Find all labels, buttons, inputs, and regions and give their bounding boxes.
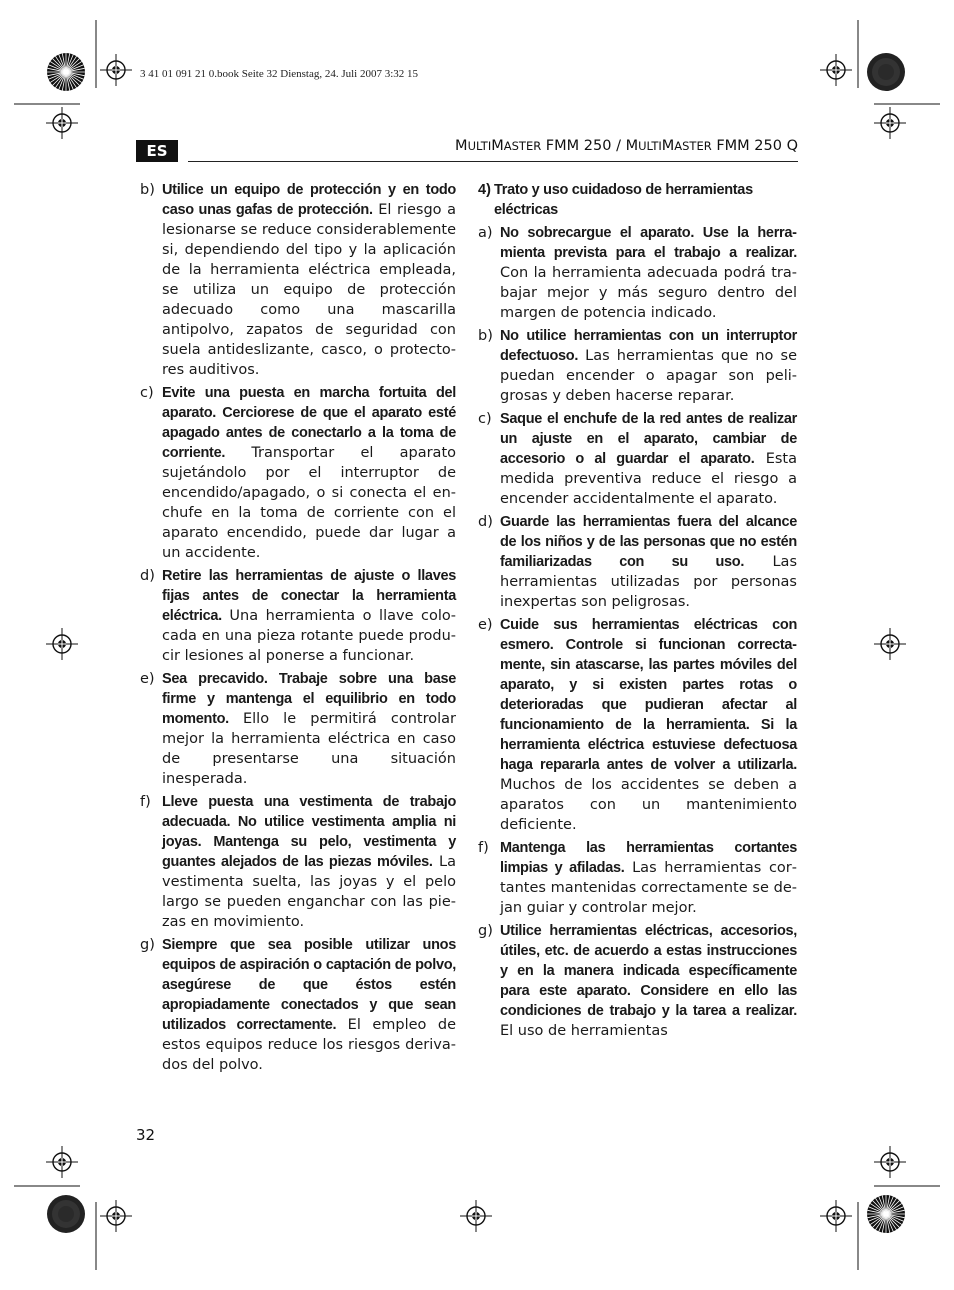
item-label: f) bbox=[478, 840, 489, 856]
list-item bbox=[478, 512, 797, 612]
list-item bbox=[478, 409, 797, 509]
item-bold-text: Mantenga las herramientas cortantes limpias y afiladas. bbox=[500, 840, 797, 876]
header-rule bbox=[188, 161, 798, 162]
item-text: El uso de herramientas bbox=[500, 1023, 668, 1039]
item-label: b) bbox=[140, 182, 155, 198]
item-label: e) bbox=[140, 671, 155, 687]
list-item bbox=[140, 669, 456, 789]
item-bold-text: Sea precavido. Trabaje sobre una base firme y mantenga el equilibrio en todo momento. bbox=[162, 671, 456, 727]
item-bold-text: Siempre que sea posible utilizar unos equipos de aspiración o captación de polvo, asegúrese de que éstos estén apropiadamente conectados y que sean utilizados correctamente. bbox=[162, 937, 456, 1033]
list-item bbox=[140, 935, 456, 1075]
item-label: g) bbox=[140, 937, 155, 953]
item-text: Ello le permitirá controlar mejor la herramienta eléctrica en caso de presentarse una situación inesperada. bbox=[162, 711, 456, 787]
item-bold-text: Utilice un equipo de protección y en todo caso unas gafas de protección. bbox=[162, 182, 456, 218]
section-title: Trato y uso cuidadoso de herramientas eléctricas bbox=[494, 182, 753, 218]
item-bold-text: Guarde las herramientas fuera del alcance de los niños y de las personas que no estén familiarizadas con su uso. bbox=[500, 514, 797, 570]
right-column bbox=[478, 180, 797, 1044]
item-bold-text: Cuide sus herramientas eléctricas con esmero. Controle si funcionan correctamente, sin atascarse, las partes móviles del aparato, y si existen partes rotas o deterioradas que pudieran afectar al funcionamiento de la herramienta. Si la herramienta eléctrica estuviese defectuosa haga repararla antes de volver a utilizarla. bbox=[500, 617, 797, 773]
item-label: d) bbox=[478, 514, 493, 530]
list-item bbox=[478, 223, 797, 323]
item-text: Con la herramienta adecuada podrá trabajar mejor y más seguro dentro del margen de potencia indicado. bbox=[500, 265, 797, 321]
item-text: Las herramientas que no se puedan encender o apagar son peligrosas y deben hacerse reparar. bbox=[500, 348, 797, 404]
section-heading bbox=[478, 180, 797, 220]
list-item bbox=[140, 566, 456, 666]
list-item bbox=[478, 615, 797, 835]
item-text: Transportar el aparato sujetándolo por el interruptor de encendido/apagado, o si conecta el enchufe en la toma de corriente con el aparato encendido, puede dar lugar a un accidente. bbox=[162, 445, 456, 561]
item-bold-text: No sobrecargue el aparato. Use la herramienta prevista para el trabajo a realizar. bbox=[500, 225, 797, 261]
item-bold-text: Evite una puesta en marcha fortuita del aparato. Cerciorese de que el aparato esté apagado antes de conectarlo a la toma de corriente. bbox=[162, 385, 456, 461]
item-text: El empleo de estos equipos reduce los riesgos derivados del polvo. bbox=[162, 1017, 456, 1073]
item-label: c) bbox=[140, 385, 154, 401]
item-label: c) bbox=[478, 411, 492, 427]
item-bold-text: Utilice herramientas eléctricas, accesorios, útiles, etc. de acuerdo a estas instrucciones y en la manera indicada específicamente para este aparato. Considere en ello las condiciones de trabajo y la tarea a realizar. bbox=[500, 923, 797, 1019]
list-item bbox=[140, 383, 456, 563]
list-item bbox=[478, 921, 797, 1041]
item-label: g) bbox=[478, 923, 493, 939]
item-bold-text: Retire las herramientas de ajuste o llaves fijas antes de conectar la herramienta eléctrica. bbox=[162, 568, 456, 624]
item-label: e) bbox=[478, 617, 493, 633]
item-label: d) bbox=[140, 568, 155, 584]
item-label: b) bbox=[478, 328, 493, 344]
item-text: Muchos de los accidentes se deben a aparatos con un mantenimiento deficiente. bbox=[500, 777, 797, 833]
item-bold-text: Saque el enchufe de la red antes de realizar un ajuste en el aparato, cambiar de accesorio o al guardar el aparato. bbox=[500, 411, 797, 467]
item-bold-text: No utilice herramientas con un interruptor defectuoso. bbox=[500, 328, 797, 364]
print-info: 3 41 01 091 21 0.book Seite 32 Dienstag, 24. Juli 2007 3:32 15 bbox=[140, 68, 419, 80]
item-label: f) bbox=[140, 794, 151, 810]
item-text: Esta medida preventiva reduce el riesgo a encender accidentalmente el aparato. bbox=[500, 451, 797, 507]
item-label: a) bbox=[478, 225, 493, 241]
page-number: 32 bbox=[136, 1126, 156, 1144]
language-tab: ES bbox=[136, 140, 178, 162]
item-text: La vestimenta suelta, las joyas y el pelo largo se pueden enganchar con las piezas en movimiento. bbox=[162, 854, 457, 930]
item-bold-text: Lleve puesta una vestimenta de trabajo adecuada. No utilice vestimenta amplia ni joyas. Mantenga su pelo, vestimenta y guantes alejados de las piezas móviles. bbox=[162, 794, 456, 870]
section-number: 4) bbox=[478, 182, 491, 198]
item-text: Una herramienta o llave colocada en una pieza rotante puede producir lesiones al ponerse a funcionar. bbox=[162, 608, 456, 664]
list-item bbox=[140, 180, 456, 380]
item-text: Las herramientas cortantes mantenidas correctamente se dejan guiar y controlar mejor. bbox=[500, 860, 797, 916]
page-header-title: MULTIMASTER FMM 250 / MULTIMASTER FMM 250 Q bbox=[455, 138, 798, 154]
left-column bbox=[140, 180, 456, 1078]
list-item bbox=[478, 326, 797, 406]
list-item bbox=[140, 792, 456, 932]
list-item bbox=[478, 838, 797, 918]
item-text: El riesgo a lesionarse se reduce considerablemente si, dependiendo del tipo y la aplicación de la herramienta eléctrica empleada, se utiliza un equipo de protección adecuado como una mascarilla antipolvo, zapatos de seguridad con suela antideslizante, casco, o protectores auditivos. bbox=[162, 202, 456, 378]
item-text: Las herramientas utilizadas por personas inexpertas son peligrosas. bbox=[500, 554, 797, 610]
